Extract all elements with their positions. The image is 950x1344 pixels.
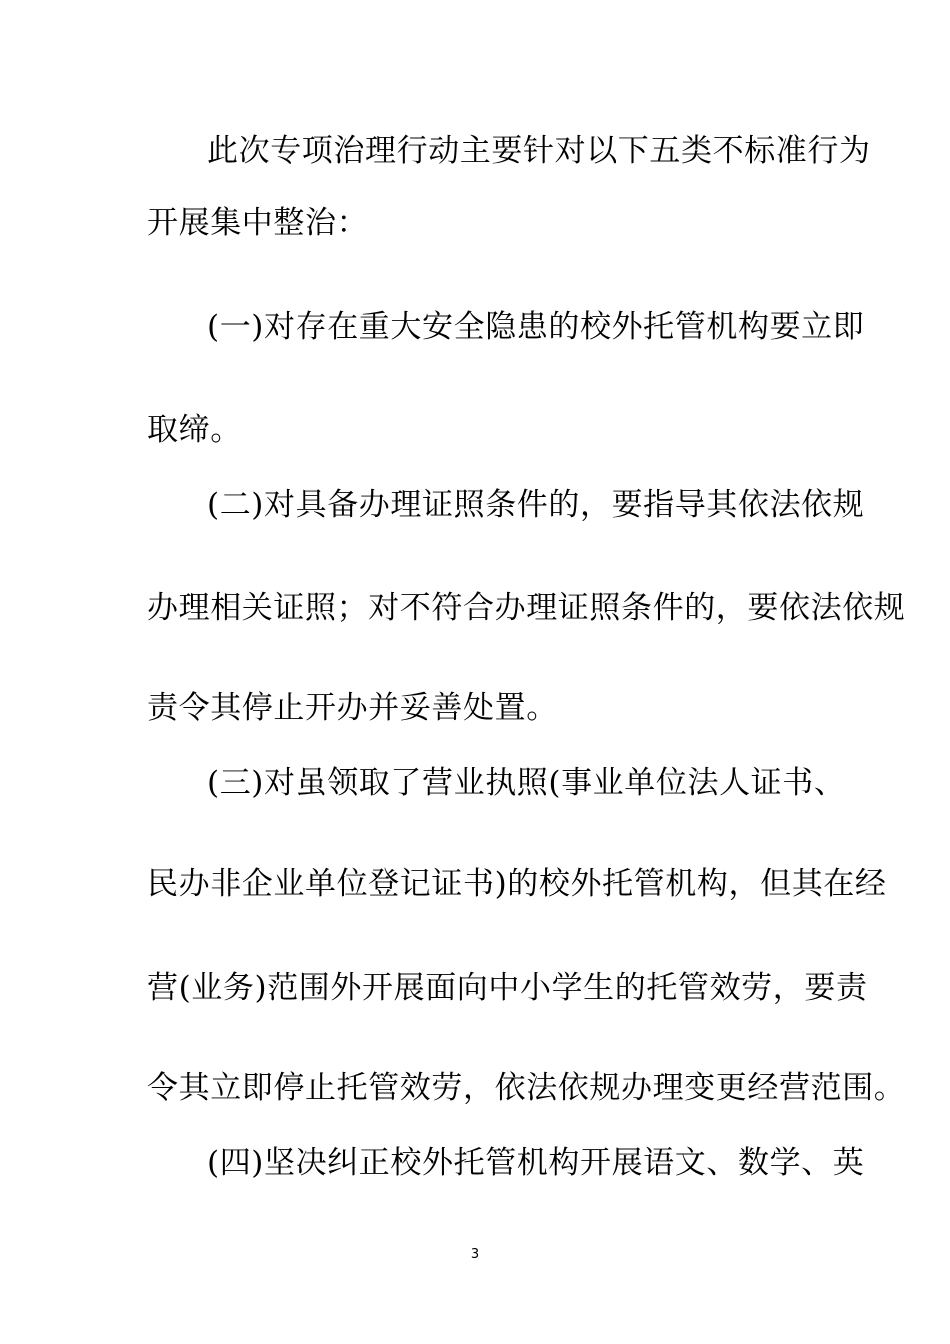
paragraph-line: (三)对虽领取了营业执照(事业单位法人证书、 — [207, 765, 846, 801]
paragraph-line: (二)对具备办理证照条件的，要指导其依法依规 — [207, 487, 865, 523]
paragraph-line: (四)坚决纠正校外托管机构开展语文、数学、英 — [207, 1145, 865, 1181]
paragraph-line: 责令其停止开办并妥善处置。 — [147, 690, 558, 726]
paragraph-line: 开展集中整治： — [147, 205, 369, 241]
paragraph-line: 取缔。 — [147, 412, 242, 448]
paragraph-line: 民办非企业单位登记证书)的校外托管机构，但其在经 — [147, 866, 887, 902]
paragraph-line: (一)对存在重大安全隐患的校外托管机构要立即 — [207, 309, 865, 345]
paragraph-line: 办理相关证照；对不符合办理证照条件的，要依法依规 — [147, 590, 906, 626]
page-number: 3 — [470, 1247, 480, 1262]
paragraph-line: 营(业务)范围外开展面向中小学生的托管效劳，要责 — [147, 970, 868, 1006]
paragraph-line: 令其立即停止托管效劳，依法依规办理变更经营范围。 — [147, 1070, 906, 1106]
paragraph-line: 此次专项治理行动主要针对以下五类不标准行为 — [207, 133, 871, 169]
